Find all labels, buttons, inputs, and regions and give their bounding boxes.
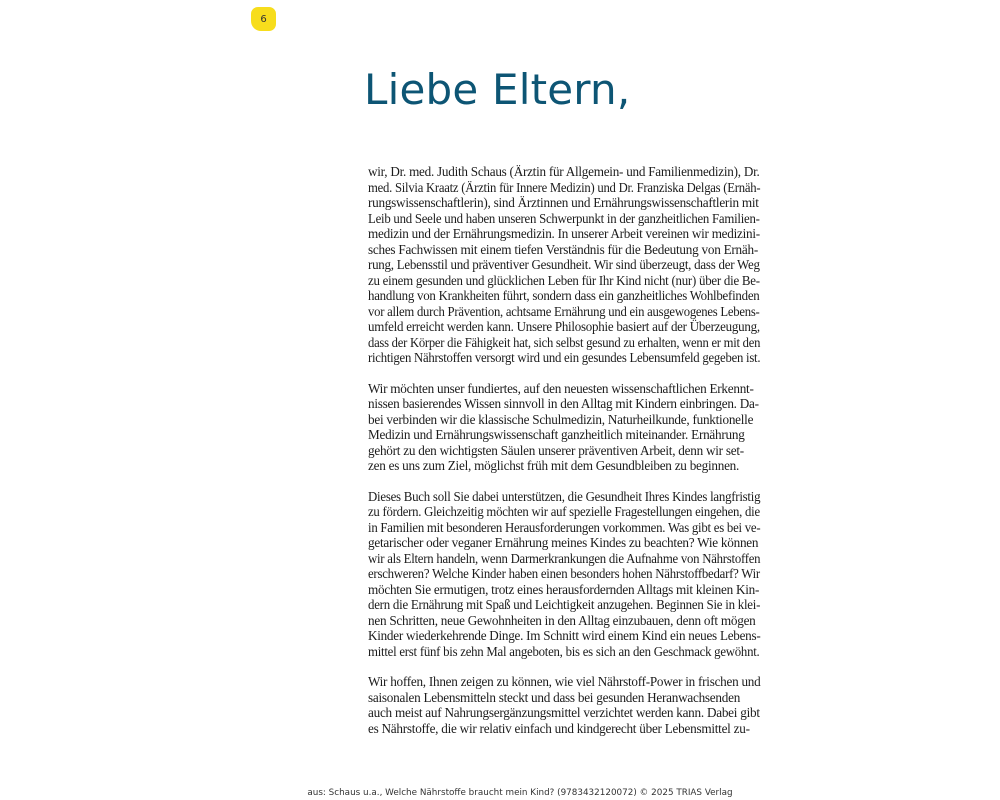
text-line: Kinder wiederkehrende Dinge. Im Schnitt wird einem Kind ein neues Lebens-	[368, 628, 761, 643]
text-line: es Nährstoffe, die wir relativ einfach und kindgerecht über Lebensmittel zu-	[368, 720, 750, 736]
text-line: Wir hoffen, Ihnen zeigen zu können, wie viel Nährstoff-Power in frischen und	[368, 674, 761, 689]
text-line: wir als Eltern handeln, wenn Darmerkrankungen die Aufnahme von Nährstoffen	[368, 550, 761, 566]
text-line: handlung von Krankheiten führt, sondern dass ein ganzheitliches Wohlbefinden	[368, 288, 760, 303]
text-line: medizin und der Ernährungsmedizin. In unserer Arbeit vereinen wir medizini-	[368, 226, 760, 241]
text-line: nissen basierendes Wissen sinnvoll in den Alltag mit Kindern einbringen. Da-	[368, 396, 759, 411]
paragraph	[368, 164, 760, 366]
text-line: rung, Lebensstil und präventiver Gesundheit. Wir sind überzeugt, dass der Weg	[368, 257, 760, 272]
paragraph	[368, 489, 760, 660]
text-line: in Familien mit besonderen Herausforderungen vorkommen. Was gibt es bei ve-	[368, 519, 761, 535]
text-line: saisonalen Lebensmitteln steckt und dass bei gesunden Heranwachsenden	[368, 689, 741, 705]
text-line: Wir möchten unser fundiertes, auf den neuesten wissenschaftlichen Erkennt-	[368, 380, 754, 396]
paragraph	[368, 674, 760, 736]
text-line: zu einem gesunden und glücklichen Leben für Ihr Kind nicht (nur) über die Be-	[368, 272, 760, 288]
text-line: erschweren? Welche Kinder haben einen besonders hohen Nährstoffbedarf? Wir	[368, 566, 760, 581]
text-line: sches Fachwissen mit einem tiefen Verständnis für die Bedeutung von Ernäh-	[368, 241, 758, 257]
text-line: richtigen Nährstoffen versorgt wird und ein gesundes Lebensumfeld gegeben ist.	[368, 350, 761, 365]
text-line: gehört zu den wichtigsten Säulen unserer präventiven Arbeit, denn wir set-	[368, 442, 744, 458]
paragraph	[368, 381, 760, 474]
text-line: vor allem durch Prävention, achtsame Ernährung und ein ausgewogenes Lebens-	[368, 303, 760, 319]
text-line: rungswissenschaftlerin), sind Ärztinnen und Ernährungswissenschaftlerin mit	[368, 195, 759, 210]
text-line: zen es uns zum Ziel, möglichst früh mit dem Gesundbleiben zu beginnen.	[368, 458, 740, 473]
text-line: bei verbinden wir die klassische Schulmedizin, Naturheilkunde, funktionelle	[368, 411, 754, 427]
page-number: 6	[260, 13, 267, 25]
text-line: zu fördern. Gleichzeitig möchten wir auf spezielle Fragestellungen eingehen, die	[368, 504, 760, 519]
text-line: Leib und Seele und haben unseren Schwerpunkt in der ganzheitlichen Familien-	[368, 210, 760, 226]
text-line: Medizin und Ernährungswissenschaft ganzheitlich miteinander. Ernährung	[368, 427, 745, 442]
text-line: dern die Ernährung mit Spaß und Leichtigkeit anzugehen. Beginnen Sie in klei-	[368, 597, 761, 612]
source-footer: aus: Schaus u.a., Welche Nährstoffe braucht mein Kind? (9783432120072) © 2025 TRIAS Verlag	[307, 788, 733, 798]
text-line: wir, Dr. med. Judith Schaus (Ärztin für Allgemein- und Familienmedizin), Dr.	[368, 164, 760, 179]
text-line: auch meist auf Nahrungsergänzungsmittel verzichtet werden kann. Dabei gibt	[368, 705, 760, 720]
text-line: Dieses Buch soll Sie dabei unterstützen, die Gesundheit Ihres Kindes langfristig	[368, 488, 761, 504]
text-line: getarischer oder veganer Ernährung meines Kindes zu beachten? Wie können	[368, 535, 759, 550]
text-line: möchten Sie ermutigen, trotz eines herausfordernden Alltags mit kleinen Kin-	[368, 581, 760, 597]
text-line: umfeld erreicht werden kann. Unsere Philosophie basiert auf der Überzeugung,	[368, 319, 760, 334]
body-text	[368, 164, 760, 751]
page-number-badge	[251, 7, 276, 31]
page-heading: Liebe Eltern,	[364, 65, 631, 114]
text-line: mittel erst fünf bis zehn Mal angeboten, bis es sich an den Geschmack gewöhnt.	[368, 643, 760, 659]
text-line: med. Silvia Kraatz (Ärztin für Innere Medizin) und Dr. Franziska Delgas (Ernäh-	[368, 179, 761, 195]
text-line: dass der Körper die Fähigkeit hat, sich selbst gesund zu erhalten, wenn er mit den	[368, 334, 761, 350]
text-line: nen Schritten, neue Gewohnheiten in den Alltag einzubauen, denn oft mögen	[368, 612, 756, 628]
